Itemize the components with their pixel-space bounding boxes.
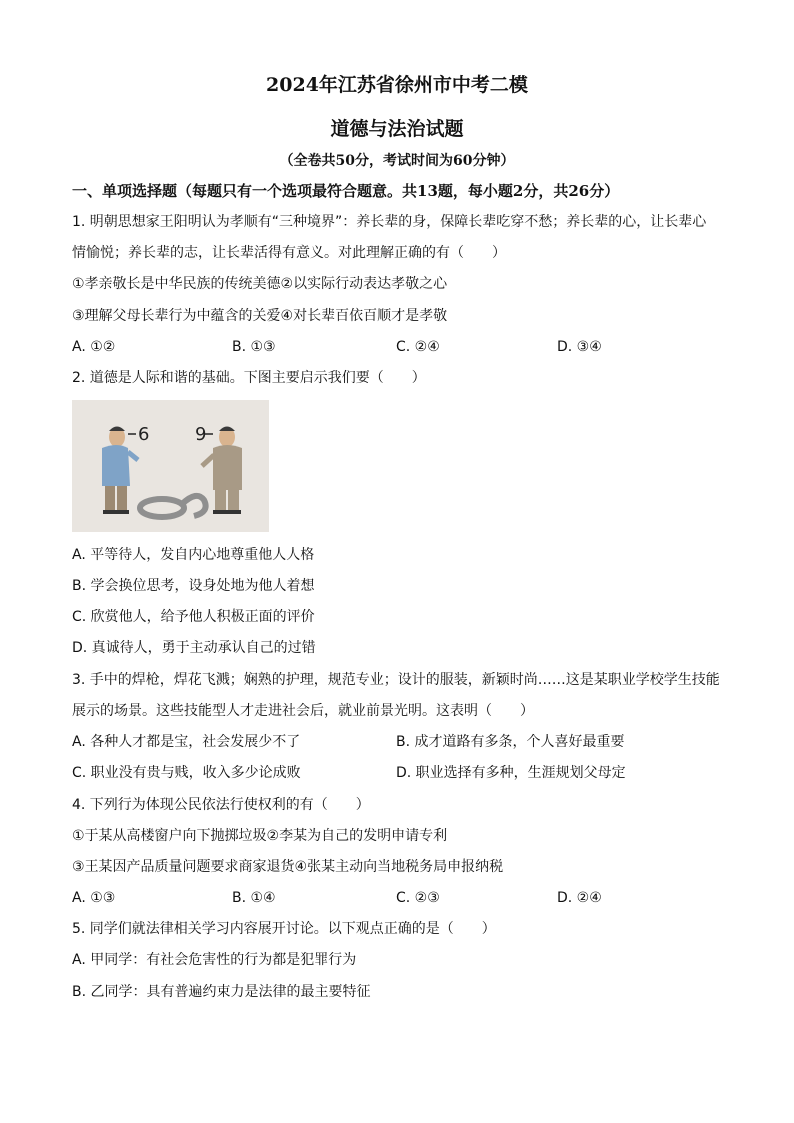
q2-option-b[interactable]: B. 学会换位思考，设身处地为他人着想 <box>72 578 315 594</box>
q4-option-a[interactable]: A. ①③ <box>72 890 116 906</box>
q1-option-c[interactable]: C. ②④ <box>396 339 440 355</box>
q4-statements-2: ③王某因产品质量问题要求商家退货④张某主动向当地税务局申报纳税 <box>72 859 504 875</box>
q4-option-b[interactable]: B. ①④ <box>232 890 276 906</box>
q2-option-d[interactable]: D. 真诚待人，勇于主动承认自己的过错 <box>72 640 316 656</box>
q5-option-a[interactable]: A. 甲同学：有社会危害性的行为都是犯罪行为 <box>72 952 357 968</box>
q4-statements-1: ①于某从高楼窗户向下抛掷垃圾②李某为自己的发明申请专利 <box>72 828 448 844</box>
q1-option-d[interactable]: D. ③④ <box>557 339 602 355</box>
q2-cartoon-image <box>72 400 269 532</box>
q3-option-a[interactable]: A. 各种人才都是宝，社会发展少不了 <box>72 734 301 750</box>
q3-option-c[interactable]: C. 职业没有贵与贱，收入多少论成败 <box>72 765 301 781</box>
q1-statements-1: ①孝亲敬长是中华民族的传统美德②以实际行动表达孝敬之心 <box>72 276 448 292</box>
left-speech-number: 6 <box>138 424 150 445</box>
right-speech-number: 9 <box>195 424 207 445</box>
q1-option-b[interactable]: B. ①③ <box>232 339 276 355</box>
q4-option-d[interactable]: D. ②④ <box>557 890 602 906</box>
q3-option-b[interactable]: B. 成才道路有多条，个人喜好最重要 <box>396 734 625 750</box>
q1-stem-line2: 情愉悦；养长辈的志，让长辈活得有意义。对此理解正确的有（ ） <box>72 245 506 261</box>
q1-option-a[interactable]: A. ①② <box>72 339 116 355</box>
cartoon-illustration <box>72 400 269 532</box>
q4-option-c[interactable]: C. ②③ <box>396 890 440 906</box>
q3-option-d[interactable]: D. 职业选择有多种，生涯规划父母定 <box>396 765 626 781</box>
q5-option-b[interactable]: B. 乙同学：具有普遍约束力是法律的最主要特征 <box>72 984 371 1000</box>
q1-statements-2: ③理解父母长辈行为中蕴含的关爱④对长辈百依百顺才是孝敬 <box>72 308 448 324</box>
q3-stem-line2: 展示的场景。这些技能型人才走进社会后，就业前景光明。这表明（ ） <box>72 703 534 719</box>
exam-note: （全卷共50分，考试时间为60分钟） <box>279 153 515 169</box>
q2-option-c[interactable]: C. 欣赏他人，给予他人积极正面的评价 <box>72 609 315 625</box>
q5-stem: 5. 同学们就法律相关学习内容展开讨论。以下观点正确的是（ ） <box>72 921 496 937</box>
q3-stem-line1: 3. 手中的焊枪，焊花飞溅；娴熟的护理，规范专业；设计的服装，新颖时尚……这是某职业学校学生技能 <box>72 672 720 688</box>
q4-stem: 4. 下列行为体现公民依法行使权利的有（ ） <box>72 797 370 813</box>
q2-stem: 2. 道德是人际和谐的基础。下图主要启示我们要（ ） <box>72 370 426 386</box>
exam-subject: 道德与法治试题 <box>330 118 464 140</box>
q2-option-a[interactable]: A. 平等待人，发自内心地尊重他人人格 <box>72 547 315 563</box>
q1-stem-line1: 1. 明朝思想家王阳明认为孝顺有“三种境界”：养长辈的身，保障长辈吃穿不愁；养长辈的心，让长辈心 <box>72 214 707 230</box>
section-heading: 一、单项选择题（每题只有一个选项最符合题意。共13题，每小题2分，共26分） <box>72 182 620 200</box>
exam-title: 2024年江苏省徐州市中考二模 <box>266 74 528 96</box>
